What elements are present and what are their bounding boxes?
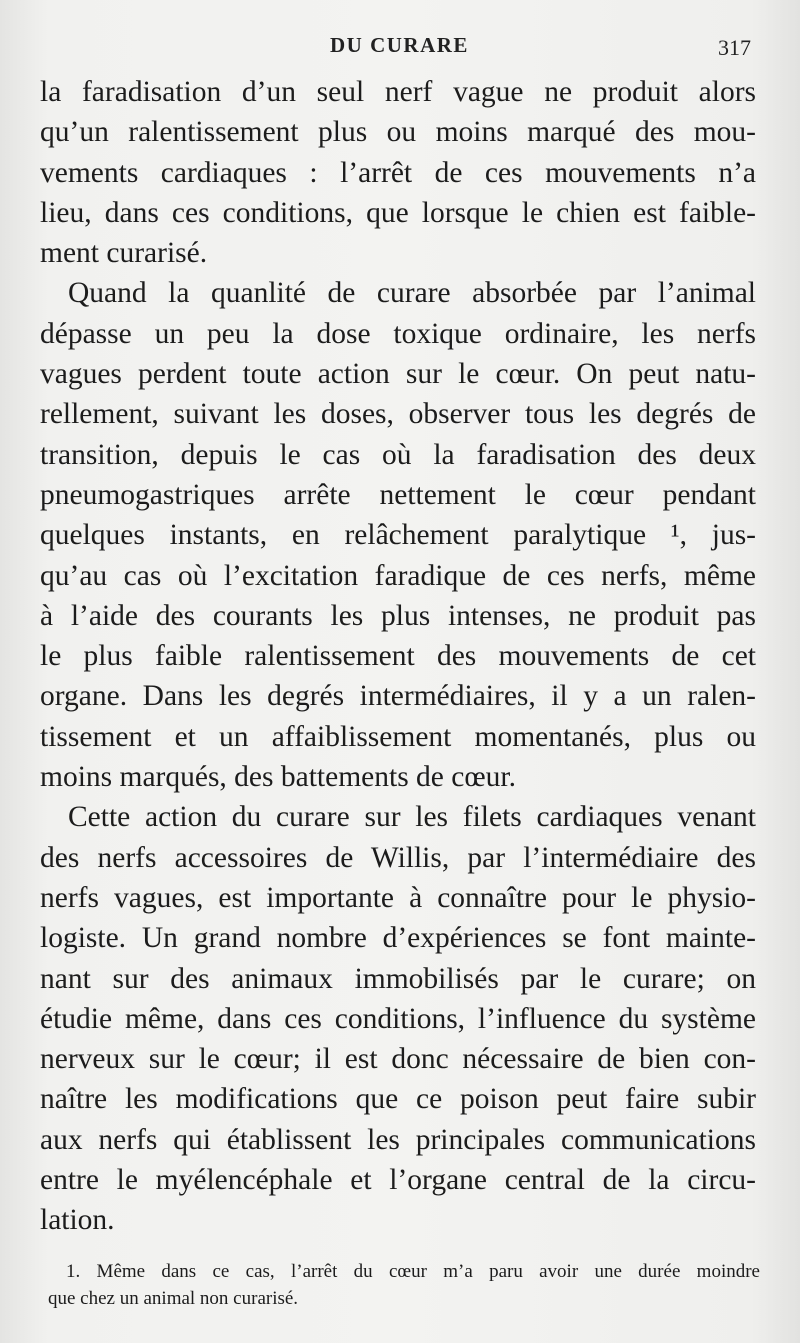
body-text (40, 72, 756, 1241)
body-line: pneumogastriques arrête nettement le cœur pendant (40, 478, 756, 511)
body-line: nerveux sur le cœur; il est donc nécessaire de bien con- (40, 1043, 756, 1076)
footnote (48, 1258, 760, 1312)
body-line: aux nerfs qui établissent les principales communications (40, 1123, 756, 1156)
body-line: lieu, dans ces conditions, que lorsque le chien est faible- (40, 196, 756, 229)
body-line: dépasse un peu la dose toxique ordinaire, les nerfs (40, 317, 756, 350)
body-line: Cette action du curare sur les filets cardiaques venant (68, 801, 756, 834)
body-line: quelques instants, en relâchement paralytique ¹, jus- (40, 519, 756, 552)
body-line: transition, depuis le cas où la faradisation des deux (40, 438, 756, 471)
body-line: lation. (40, 1204, 115, 1237)
body-line: des nerfs accessoires de Willis, par l’intermédiaire des (40, 841, 756, 874)
body-line: qu’au cas où l’excitation faradique de ces nerfs, même (40, 559, 756, 592)
running-title: DU CURARE (330, 33, 469, 57)
footnote-line: que chez un animal non curarisé. (48, 1288, 299, 1309)
body-line: logiste. Un grand nombre d’expériences se font mainte- (40, 922, 756, 955)
body-line: organe. Dans les degrés intermédiaires, il y a un ralen- (40, 680, 756, 713)
page-header (0, 33, 800, 63)
page-number: 317 (718, 35, 751, 60)
body-line: vements cardiaques : l’arrêt de ces mouvements n’a (40, 156, 756, 189)
body-line: moins marqués, des battements de cœur. (40, 761, 516, 794)
body-line: tissement et un affaiblissement momentanés, plus ou (40, 720, 756, 753)
body-line: entre le myélencéphale et l’organe central de la circu- (40, 1164, 756, 1197)
body-line: à l’aide des courants les plus intenses, ne produit pas (40, 599, 756, 632)
body-line: vagues perdent toute action sur le cœur. On peut natu- (40, 358, 756, 391)
body-line: ment curarisé. (40, 237, 208, 270)
body-line: étudie même, dans ces conditions, l’influence du système (40, 1002, 756, 1035)
footnote-line: 1. Même dans ce cas, l’arrêt du cœur m’a paru avoir une durée moindre (66, 1261, 760, 1282)
body-line: Quand la quanlité de curare absorbée par l’animal (68, 277, 756, 310)
body-line: naître les modifications que ce poison peut faire subir (40, 1083, 756, 1116)
body-line: nant sur des animaux immobilisés par le curare; on (40, 962, 756, 995)
body-line: la faradisation d’un seul nerf vague ne produit alors (40, 76, 756, 108)
body-line: qu’un ralentissement plus ou moins marqué des mou- (40, 116, 756, 149)
body-line: le plus faible ralentissement des mouvements de cet (40, 640, 756, 673)
body-line: rellement, suivant les doses, observer tous les degrés de (40, 398, 756, 431)
body-line: nerfs vagues, est importante à connaître pour le physio- (40, 881, 756, 914)
